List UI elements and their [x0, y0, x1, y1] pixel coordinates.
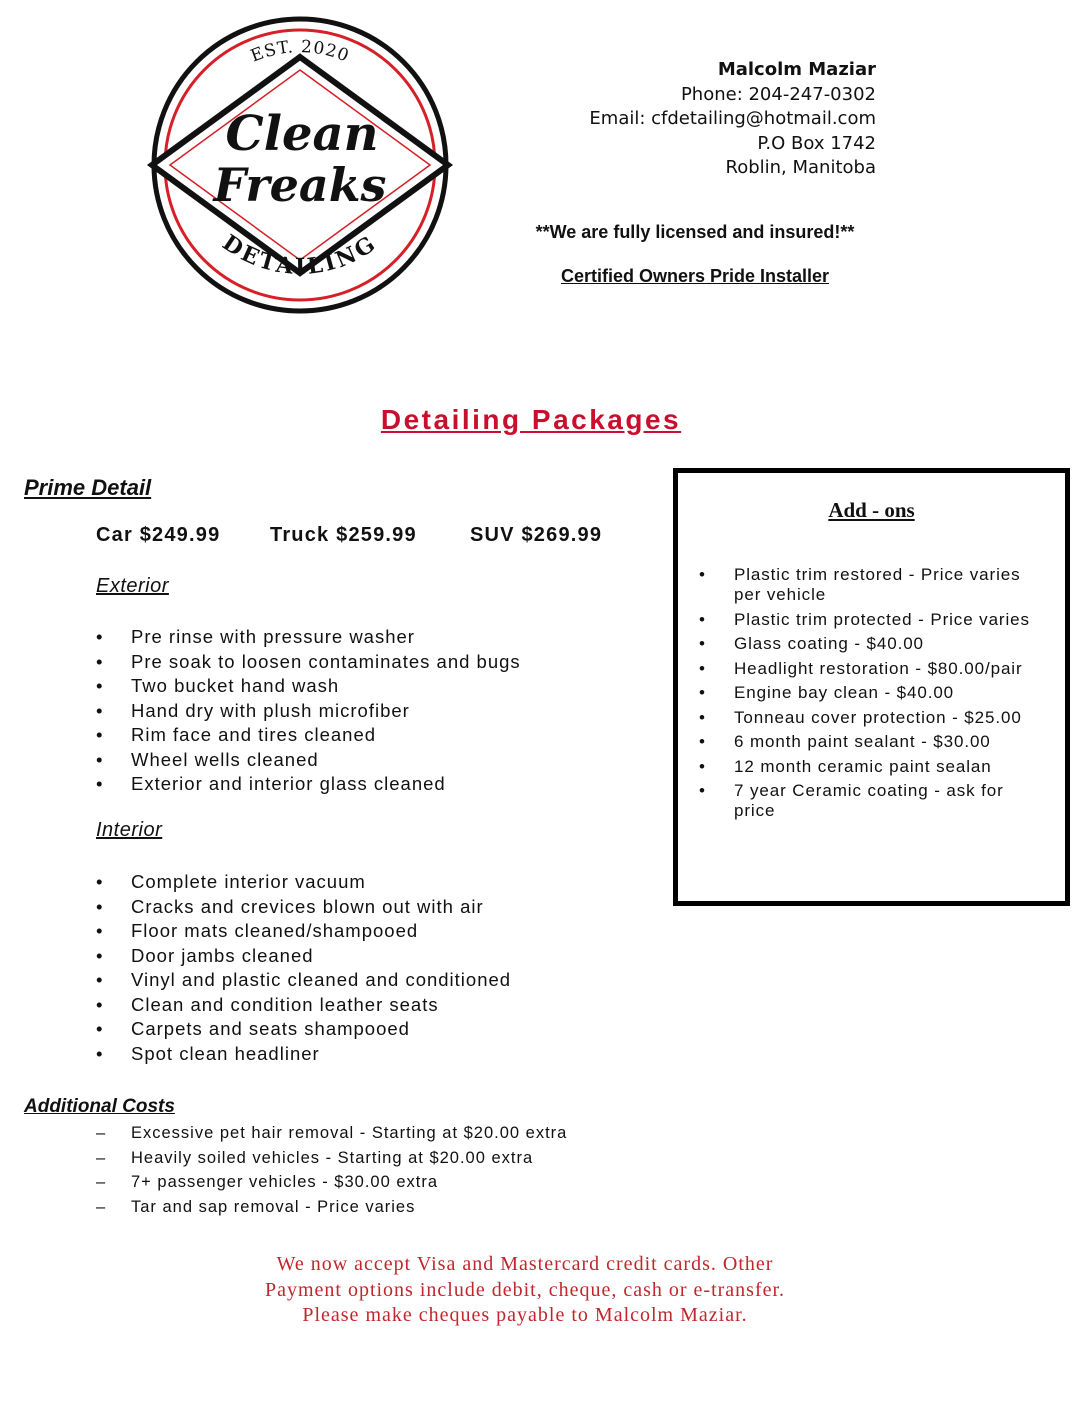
- list-item: • Spot clean headliner: [96, 1042, 320, 1064]
- list-item-text: Pre rinse with pressure washer: [131, 626, 415, 647]
- interior-heading: Interior: [96, 819, 163, 841]
- exterior-heading: Exterior: [96, 575, 169, 597]
- list-item: • Headlight restoration - $80.00/pair: [699, 658, 1023, 678]
- list-item-text: Heavily soiled vehicles - Starting at $20.00 extra: [131, 1148, 534, 1167]
- payment-note-line: Please make cheques payable to Malcolm Maziar.: [302, 1304, 748, 1326]
- list-item-text: 6 month paint sealant - $30.00: [734, 732, 991, 751]
- svg-text:Freaks: Freaks: [213, 158, 387, 212]
- price-suv: SUV $269.99: [470, 524, 603, 546]
- list-item-text: Vinyl and plastic cleaned and conditioned: [131, 969, 512, 990]
- list-item: • Exterior and interior glass cleaned: [96, 773, 446, 794]
- svg-text:Clean: Clean: [225, 106, 379, 162]
- svg-text:DETAILING: DETAILING: [217, 229, 383, 281]
- prime-detail-heading: Prime Detail: [24, 475, 152, 500]
- additional-costs-heading: Additional Costs: [24, 1096, 175, 1117]
- interior-list: [96, 870, 511, 1066]
- svg-text:EST. 2020: EST. 2020: [247, 37, 353, 67]
- list-item-text: Excessive pet hair removal - Starting at $20.00 extra: [131, 1124, 568, 1142]
- license-note: **We are fully licensed and insured!**: [535, 222, 855, 242]
- contact-name: Malcolm Maziar: [717, 59, 876, 80]
- price-truck: Truck $259.99: [270, 524, 417, 546]
- addons-heading: Add - ons: [828, 498, 915, 522]
- list-item: • Engine bay clean - $40.00: [699, 683, 955, 702]
- list-item-text: Plastic trim protected - Price varies: [734, 609, 1030, 629]
- contact-po-box: P.O Box 1742: [757, 132, 876, 154]
- list-item: • Rim face and tires cleaned: [96, 724, 377, 745]
- list-item-text: Headlight restoration - $80.00/pair: [734, 658, 1023, 678]
- list-item: • Complete interior vacuum: [96, 871, 366, 892]
- payment-note-line: We now accept Visa and Mastercard credit cards. Other: [276, 1253, 774, 1275]
- list-item-text: Door jambs cleaned: [131, 944, 314, 966]
- contact-email: Email: cfdetailing@hotmail.com: [589, 108, 876, 129]
- list-item: • 12 month ceramic paint sealan: [699, 756, 992, 776]
- list-item: • Floor mats cleaned/shampooed: [96, 920, 419, 941]
- additional-costs-list: [96, 1121, 567, 1219]
- list-item: • 7 year Ceramic coating - ask for price: [699, 781, 1004, 820]
- page-title: Detailing Packages: [380, 404, 682, 435]
- list-item: • Wheel wells cleaned: [96, 748, 319, 770]
- list-item-text: 7+ passenger vehicles - $30.00 extra: [131, 1173, 439, 1191]
- contact-phone: Phone: 204-247-0302: [680, 83, 876, 105]
- list-item: • Plastic trim protected - Price varies: [699, 609, 1030, 629]
- list-item-text: Cracks and crevices blown out with air: [131, 895, 484, 917]
- list-item: • Pre soak to loosen contaminates and bugs: [96, 650, 521, 672]
- list-item-text: Pre soak to loosen contaminates and bugs: [131, 650, 521, 672]
- list-item-text: Two bucket hand wash: [131, 675, 340, 696]
- list-item: • Plastic trim restored - Price varies per vehicle: [699, 565, 1021, 604]
- list-item: • Pre rinse with pressure washer: [96, 626, 415, 647]
- list-item-text: Floor mats cleaned/shampooed: [131, 920, 419, 941]
- price-car: Car $249.99: [96, 524, 221, 546]
- list-item: • Door jambs cleaned: [96, 944, 314, 966]
- certification-note: Certified Owners Pride Installer: [560, 266, 830, 286]
- list-item-text: Tonneau cover protection - $25.00: [734, 707, 1022, 727]
- addons-list: [699, 565, 1044, 826]
- list-item-text: Hand dry with plush microfiber: [131, 699, 410, 721]
- list-item-text: Spot clean headliner: [131, 1042, 320, 1064]
- list-item: • Vinyl and plastic cleaned and conditioned: [96, 969, 512, 990]
- payment-note-line: Payment options include debit, cheque, cash or e-transfer.: [264, 1278, 786, 1301]
- list-item-text: 7 year Ceramic coating - ask for price: [734, 781, 1004, 820]
- list-item: • Two bucket hand wash: [96, 675, 340, 696]
- contact-location: Roblin, Manitoba: [725, 157, 876, 178]
- list-item-text: Rim face and tires cleaned: [131, 724, 377, 745]
- list-item-text: Glass coating - $40.00: [734, 634, 924, 653]
- list-item-text: Complete interior vacuum: [131, 871, 366, 892]
- list-item: • 6 month paint sealant - $30.00: [699, 732, 991, 751]
- list-item: • Tonneau cover protection - $25.00: [699, 707, 1022, 727]
- list-item: – Heavily soiled vehicles - Starting at $20.00 extra: [96, 1148, 534, 1167]
- list-item-text: 12 month ceramic paint sealan: [734, 756, 992, 776]
- list-item: – Excessive pet hair removal - Starting at $20.00 extra: [96, 1124, 568, 1142]
- list-item-text: Wheel wells cleaned: [131, 748, 319, 770]
- list-item: • Cracks and crevices blown out with air: [96, 895, 484, 917]
- list-item: • Carpets and seats shampooed: [96, 1018, 410, 1039]
- list-item-text: Exterior and interior glass cleaned: [131, 773, 446, 794]
- addons-box: [673, 468, 1070, 906]
- list-item-text: Engine bay clean - $40.00: [734, 683, 955, 702]
- contact-block: [589, 58, 876, 181]
- exterior-list: [96, 625, 521, 797]
- list-item: • Glass coating - $40.00: [699, 634, 924, 653]
- list-item: • Hand dry with plush microfiber: [96, 699, 410, 721]
- list-item-text: Plastic trim restored - Price varies per vehicle: [734, 565, 1021, 604]
- list-item: – Tar and sap removal - Price varies: [96, 1197, 416, 1216]
- list-item: • Clean and condition leather seats: [96, 993, 439, 1015]
- payment-note: [0, 1252, 1050, 1329]
- list-item-text: Clean and condition leather seats: [131, 993, 439, 1015]
- list-item-text: Tar and sap removal - Price varies: [131, 1197, 416, 1216]
- clean-freaks-logo: [145, 15, 455, 315]
- list-item-text: Carpets and seats shampooed: [131, 1018, 410, 1039]
- list-item: – 7+ passenger vehicles - $30.00 extra: [96, 1173, 439, 1191]
